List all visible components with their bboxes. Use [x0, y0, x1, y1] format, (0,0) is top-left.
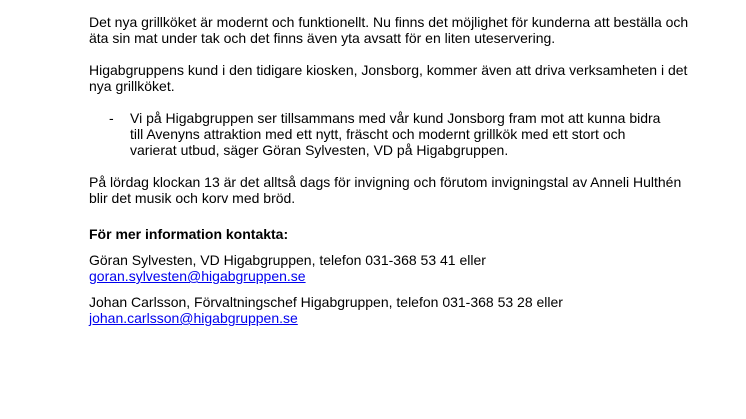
contact-text: Johan Carlsson, Förvaltningschef Higabgruppen, telefon 031-368 53 28 eller [89, 294, 563, 310]
quote-dash: - [109, 110, 114, 126]
document-page [89, 14, 689, 336]
email-link-johan[interactable]: johan.carlsson@higabgruppen.se [89, 310, 298, 326]
quote-text: Vi på Higabgruppen ser tillsammans med vår kund Jonsborg fram mot att kunna bidra till Avenyns attraktion med ett nytt, fräscht och modernt grillkök med ett stort och varierat utbud, säger Göran Sylvesten, VD på Higabgruppen. [130, 110, 661, 158]
email-link-goran[interactable]: goran.sylvesten@higabgruppen.se [89, 268, 306, 284]
contact-goran [89, 252, 689, 284]
paragraph-new-grill-kitchen: Det nya grillköket är modernt och funktionellt. Nu finns det möjlighet för kunderna att beställa och äta sin mat under tak och det finns även yta avsatt för en liten uteservering. [89, 14, 689, 46]
contact-heading: För mer information kontakta: [89, 226, 289, 242]
paragraph-inauguration: På lördag klockan 13 är det alltså dags för invigning och förutom invigningstal av Anneli Hulthén blir det musik och korv med bröd. [89, 174, 682, 206]
quote-block [89, 110, 689, 158]
contact-johan [89, 294, 689, 326]
contact-text: Göran Sylvesten, VD Higabgruppen, telefon 031-368 53 41 eller [89, 252, 486, 268]
paragraph-jonsborg: Higabgruppens kund i den tidigare kiosken, Jonsborg, kommer även att driva verksamheten i det nya grillköket. [89, 62, 688, 94]
